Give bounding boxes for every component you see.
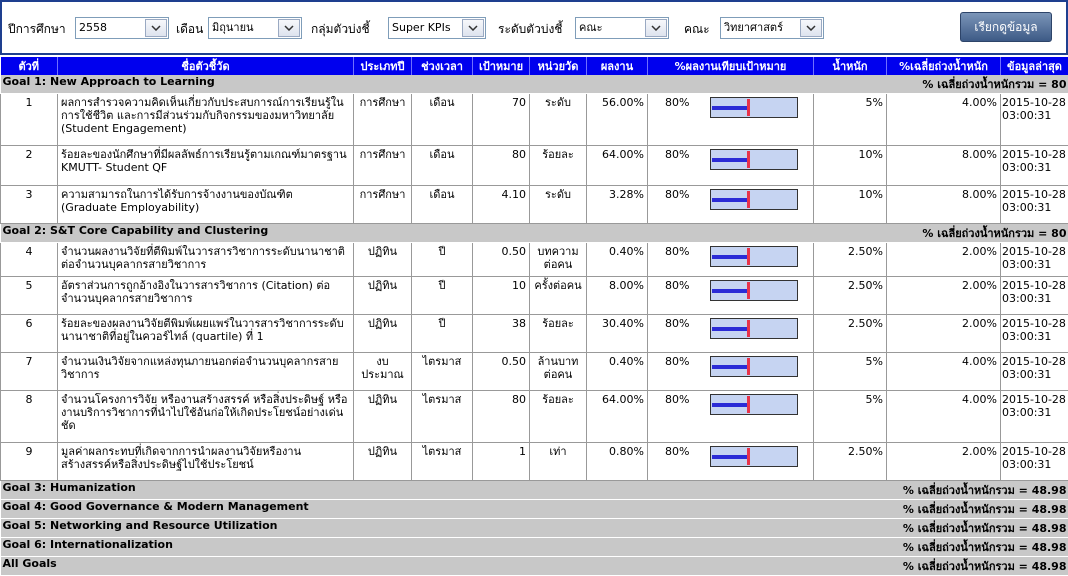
last-updated-cell (1001, 146, 1068, 186)
chevron-down-icon[interactable] (145, 19, 167, 37)
last-updated-cell (1001, 94, 1068, 146)
result-value-cell: 3.28% (587, 186, 648, 224)
goal-average: % เฉลี่ยถ่วงน้ำหนักรวม = 48.98 (903, 538, 1067, 556)
unit-cell: บทความต่อคน (530, 243, 587, 277)
goal-row (1, 519, 1068, 538)
col-header: หน่วยวัด (530, 57, 587, 75)
weighted-average-cell: 4.00% (887, 391, 1001, 443)
chevron-down-icon[interactable] (462, 19, 484, 37)
pct-value-cell (648, 353, 814, 391)
pct-wrap (651, 279, 810, 301)
progress-fill (712, 198, 749, 202)
updated-date: 2015-10-28 (1002, 188, 1067, 201)
target-marker (747, 358, 750, 375)
period-cell: เดือน (412, 186, 473, 224)
year-type-cell: ปฏิทิน (354, 443, 412, 481)
kpi-name-cell: จำนวนเงินวิจัยจากแหล่งทุนภายนอกต่อจำนวนบุคลากรสายวิชาการ (58, 353, 354, 391)
row-number-cell: 7 (1, 353, 58, 391)
col-header: ตัวที่ (1, 57, 58, 75)
last-updated-cell (1001, 243, 1068, 277)
year-type-cell: งบประมาณ (354, 353, 412, 391)
progress-bar (710, 97, 798, 118)
level-label: ระดับตัวบ่งชี้ (498, 20, 562, 39)
target-marker (747, 320, 750, 337)
target-marker (747, 151, 750, 168)
last-updated-cell (1001, 186, 1068, 224)
updated-date: 2015-10-28 (1002, 96, 1067, 109)
weight-value-cell: 2.50% (814, 277, 887, 315)
weighted-average-cell: 4.00% (887, 94, 1001, 146)
period-cell: ปี (412, 277, 473, 315)
weighted-average-cell: 4.00% (887, 353, 1001, 391)
row-number-cell: 5 (1, 277, 58, 315)
target-value-cell: 4.10 (473, 186, 530, 224)
pct-value-cell (648, 146, 814, 186)
unit-cell: ระดับ (530, 186, 587, 224)
pct-wrap (651, 317, 810, 339)
pct-value-cell (648, 243, 814, 277)
progress-fill (712, 403, 749, 407)
unit-cell: ล้านบาทต่อคน (530, 353, 587, 391)
row-number-cell: 3 (1, 186, 58, 224)
pct-text: 80% (665, 355, 689, 368)
pct-value-cell (648, 443, 814, 481)
faculty-label: คณะ (684, 20, 710, 39)
goal-cell (1, 481, 1068, 500)
updated-date: 2015-10-28 (1002, 445, 1067, 458)
kpi-name-cell: ร้อยละของผลงานวิจัยตีพิมพ์เผยแพร่ในวารสารวิชาการระดับนานาชาติที่อยู่ในควอร์ไทล์ (quartile) ที่ 1 (58, 315, 354, 353)
weight-value-cell: 2.50% (814, 315, 887, 353)
goal-cell (1, 75, 1068, 94)
row-number-cell: 8 (1, 391, 58, 443)
goal-average: % เฉลี่ยถ่วงน้ำหนักรวม = 48.98 (903, 500, 1067, 518)
goal-cell (1, 500, 1068, 519)
goal-name: All Goals (3, 557, 57, 570)
goal-cell (1, 538, 1068, 557)
period-cell: ไตรมาส (412, 443, 473, 481)
faculty-select[interactable] (720, 17, 824, 39)
pct-wrap (651, 445, 810, 467)
col-header: ประเภทปี (354, 57, 412, 75)
goal-cell (1, 519, 1068, 538)
unit-cell: เท่า (530, 443, 587, 481)
goal-cell (1, 224, 1068, 243)
updated-date: 2015-10-28 (1002, 245, 1067, 258)
target-marker (747, 396, 750, 413)
col-header: ผลงาน (587, 57, 648, 75)
last-updated-cell (1001, 315, 1068, 353)
year-type-cell: ปฏิทิน (354, 243, 412, 277)
weighted-average-cell: 8.00% (887, 146, 1001, 186)
level-select[interactable] (575, 17, 669, 39)
progress-fill (712, 106, 749, 110)
kpi-name-cell: จำนวนผลงานวิจัยที่ตีพิมพ์ในวารสารวิชาการระดับนานาชาติต่อจำนวนบุคลากรสายวิชาการ (58, 243, 354, 277)
kpi-name-cell: ร้อยละของนักศึกษาที่มีผลลัพธ์การเรียนรู้ตามเกณฑ์มาตรฐาน KMUTT- Student QF (58, 146, 354, 186)
target-marker (747, 448, 750, 465)
pct-text: 80% (665, 245, 689, 258)
weighted-average-cell: 2.00% (887, 443, 1001, 481)
target-marker (747, 191, 750, 208)
period-cell: ปี (412, 243, 473, 277)
goal-name: Goal 4: Good Governance & Modern Management (3, 500, 309, 513)
col-header: ชื่อตัวชี้วัด (58, 57, 354, 75)
pct-text: 80% (665, 445, 689, 458)
unit-cell: ร้อยละ (530, 391, 587, 443)
faculty-value: วิทยาศาสตร์ (724, 18, 783, 38)
pct-wrap (651, 188, 810, 210)
result-value-cell: 0.40% (587, 243, 648, 277)
period-cell: เดือน (412, 94, 473, 146)
pct-text: 80% (665, 148, 689, 161)
result-value-cell: 0.80% (587, 443, 648, 481)
unit-cell: ครั้งต่อคน (530, 277, 587, 315)
goal-name: Goal 6: Internationalization (3, 538, 173, 551)
year-type-cell: การศึกษา (354, 146, 412, 186)
goal-cell (1, 557, 1068, 576)
table-row (1, 146, 1068, 186)
row-number-cell: 1 (1, 94, 58, 146)
chevron-down-icon[interactable] (278, 19, 300, 37)
row-number-cell: 2 (1, 146, 58, 186)
table-row (1, 391, 1068, 443)
period-cell: ปี (412, 315, 473, 353)
pct-text: 80% (665, 279, 689, 292)
table-row (1, 277, 1068, 315)
target-value-cell: 80 (473, 146, 530, 186)
unit-cell: ร้อยละ (530, 146, 587, 186)
row-number-cell: 4 (1, 243, 58, 277)
goal-row (1, 224, 1068, 243)
updated-time: 03:00:31 (1002, 458, 1067, 471)
progress-bar (710, 356, 798, 377)
table-row (1, 315, 1068, 353)
goal-row (1, 481, 1068, 500)
goal-average: % เฉลี่ยถ่วงน้ำหนักรวม = 48.98 (903, 557, 1067, 575)
progress-fill (712, 255, 749, 259)
year-type-cell: ปฏิทิน (354, 391, 412, 443)
result-value-cell: 30.40% (587, 315, 648, 353)
updated-time: 03:00:31 (1002, 368, 1067, 381)
goal-name: Goal 5: Networking and Resource Utilization (3, 519, 278, 532)
pct-wrap (651, 148, 810, 170)
pct-text: 80% (665, 96, 689, 109)
kpi-name-cell: มูลค่าผลกระทบที่เกิดจากการนำผลงานวิจัยหรืองานสร้างสรรค์หรือสิ่งประดิษฐ์ไปใช้ประโยชน์ (58, 443, 354, 481)
target-marker (747, 248, 750, 265)
goal-average: % เฉลี่ยถ่วงน้ำหนักรวม = 48.98 (903, 481, 1067, 499)
goal-name: Goal 1: New Approach to Learning (3, 75, 215, 88)
year-type-cell: ปฏิทิน (354, 277, 412, 315)
table-row (1, 353, 1068, 391)
weight-value-cell: 5% (814, 391, 887, 443)
year-type-cell: การศึกษา (354, 186, 412, 224)
updated-date: 2015-10-28 (1002, 355, 1067, 368)
last-updated-cell (1001, 443, 1068, 481)
pct-wrap (651, 245, 810, 267)
updated-time: 03:00:31 (1002, 406, 1067, 419)
table-row (1, 243, 1068, 277)
col-header: ข้อมูลล่าสุด (1001, 57, 1068, 75)
weight-value-cell: 2.50% (814, 243, 887, 277)
target-marker (747, 99, 750, 116)
goal-name: Goal 2: S&T Core Capability and Clustering (3, 224, 269, 237)
updated-time: 03:00:31 (1002, 201, 1067, 214)
progress-bar (710, 446, 798, 467)
updated-time: 03:00:31 (1002, 292, 1067, 305)
pct-wrap (651, 96, 810, 118)
filter-bar (0, 0, 1068, 55)
level-value: คณะ (579, 18, 602, 38)
year-value: 2558 (79, 18, 107, 38)
row-number-cell: 6 (1, 315, 58, 353)
target-value-cell: 10 (473, 277, 530, 315)
progress-bar (710, 394, 798, 415)
result-value-cell: 0.40% (587, 353, 648, 391)
pct-text: 80% (665, 317, 689, 330)
target-value-cell: 38 (473, 315, 530, 353)
col-header: น้ำหนัก (814, 57, 887, 75)
year-type-cell: ปฏิทิน (354, 315, 412, 353)
pct-text: 80% (665, 393, 689, 406)
result-value-cell: 8.00% (587, 277, 648, 315)
year-type-cell: การศึกษา (354, 94, 412, 146)
target-value-cell: 0.50 (473, 243, 530, 277)
target-value-cell: 1 (473, 443, 530, 481)
unit-cell: ร้อยละ (530, 315, 587, 353)
table-row (1, 443, 1068, 481)
pct-value-cell (648, 94, 814, 146)
updated-time: 03:00:31 (1002, 330, 1067, 343)
query-button[interactable]: เรียกดูข้อมูล (960, 12, 1052, 42)
progress-bar (710, 280, 798, 301)
col-header: ช่วงเวลา (412, 57, 473, 75)
period-cell: ไตรมาส (412, 391, 473, 443)
table-row (1, 94, 1068, 146)
updated-time: 03:00:31 (1002, 258, 1067, 271)
last-updated-cell (1001, 353, 1068, 391)
group-select[interactable] (388, 17, 486, 39)
pct-wrap (651, 355, 810, 377)
col-header: %เฉลี่ยถ่วงน้ำหนัก (887, 57, 1001, 75)
month-label: เดือน (176, 20, 203, 39)
weighted-average-cell: 8.00% (887, 186, 1001, 224)
updated-date: 2015-10-28 (1002, 148, 1067, 161)
chevron-down-icon[interactable] (645, 19, 667, 37)
year-label: ปีการศึกษา (8, 20, 66, 39)
unit-cell: ระดับ (530, 94, 587, 146)
last-updated-cell (1001, 391, 1068, 443)
result-value-cell: 56.00% (587, 94, 648, 146)
pct-value-cell (648, 277, 814, 315)
group-label: กลุ่มตัวบ่งชี้ (311, 20, 370, 39)
weighted-average-cell: 2.00% (887, 277, 1001, 315)
target-value-cell: 80 (473, 391, 530, 443)
goal-average: % เฉลี่ยถ่วงน้ำหนักรวม = 80 (922, 224, 1066, 242)
goal-row (1, 500, 1068, 519)
group-value: Super KPIs (392, 18, 451, 38)
period-cell: เดือน (412, 146, 473, 186)
result-value-cell: 64.00% (587, 391, 648, 443)
progress-bar (710, 246, 798, 267)
weight-value-cell: 10% (814, 146, 887, 186)
weighted-average-cell: 2.00% (887, 315, 1001, 353)
target-value-cell: 70 (473, 94, 530, 146)
weight-value-cell: 5% (814, 353, 887, 391)
goal-row (1, 75, 1068, 94)
weighted-average-cell: 2.00% (887, 243, 1001, 277)
col-header: %ผลงานเทียบเป้าหมาย (648, 57, 814, 75)
pct-text: 80% (665, 188, 689, 201)
progress-fill (712, 289, 749, 293)
pct-value-cell (648, 391, 814, 443)
weight-value-cell: 2.50% (814, 443, 887, 481)
kpi-name-cell: ความสามารถในการได้รับการจ้างงานของบัณฑิต (Graduate Employability) (58, 186, 354, 224)
progress-fill (712, 158, 749, 162)
target-marker (747, 282, 750, 299)
updated-time: 03:00:31 (1002, 161, 1067, 174)
target-value-cell: 0.50 (473, 353, 530, 391)
updated-time: 03:00:31 (1002, 109, 1067, 122)
progress-bar (710, 189, 798, 210)
progress-bar (710, 318, 798, 339)
goal-average: % เฉลี่ยถ่วงน้ำหนักรวม = 48.98 (903, 519, 1067, 537)
month-select[interactable] (208, 17, 302, 39)
month-value: มิถุนายน (212, 18, 254, 38)
kpi-name-cell: จำนวนโครงการวิจัย หรืองานสร้างสรรค์ หรือสิ่งประดิษฐ์ หรืองานบริการวิชาการที่นำไปใช้อันก่อให้เกิดประโยชน์อย่างเด่นชัด (58, 391, 354, 443)
pct-wrap (651, 393, 810, 415)
updated-date: 2015-10-28 (1002, 279, 1067, 292)
weight-value-cell: 10% (814, 186, 887, 224)
row-number-cell: 9 (1, 443, 58, 481)
year-select[interactable] (75, 17, 169, 39)
goal-row (1, 538, 1068, 557)
kpi-name-cell: อัตราส่วนการถูกอ้างอิงในวารสารวิชาการ (Citation) ต่อจำนวนบุคลากรสายวิชาการ (58, 277, 354, 315)
kpi-name-cell: ผลการสำรวจความคิดเห็นเกี่ยวกับประสบการณ์การเรียนรู้ในการใช้ชีวิต และการมีส่วนร่วมกับกิจกรรมของมหาวิทยาลัย (Student Engagement) (58, 94, 354, 146)
weight-value-cell: 5% (814, 94, 887, 146)
chevron-down-icon[interactable] (800, 19, 822, 37)
goal-row (1, 557, 1068, 576)
last-updated-cell (1001, 277, 1068, 315)
result-value-cell: 64.00% (587, 146, 648, 186)
progress-bar (710, 149, 798, 170)
goal-name: Goal 3: Humanization (3, 481, 136, 494)
kpi-table (0, 57, 1068, 576)
pct-value-cell (648, 315, 814, 353)
col-header: เป้าหมาย (473, 57, 530, 75)
table-row (1, 186, 1068, 224)
period-cell: ไตรมาส (412, 353, 473, 391)
pct-value-cell (648, 186, 814, 224)
goal-average: % เฉลี่ยถ่วงน้ำหนักรวม = 80 (922, 75, 1066, 93)
progress-fill (712, 327, 749, 331)
progress-fill (712, 455, 749, 459)
updated-date: 2015-10-28 (1002, 393, 1067, 406)
table-header (1, 57, 1068, 75)
updated-date: 2015-10-28 (1002, 317, 1067, 330)
progress-fill (712, 365, 749, 369)
